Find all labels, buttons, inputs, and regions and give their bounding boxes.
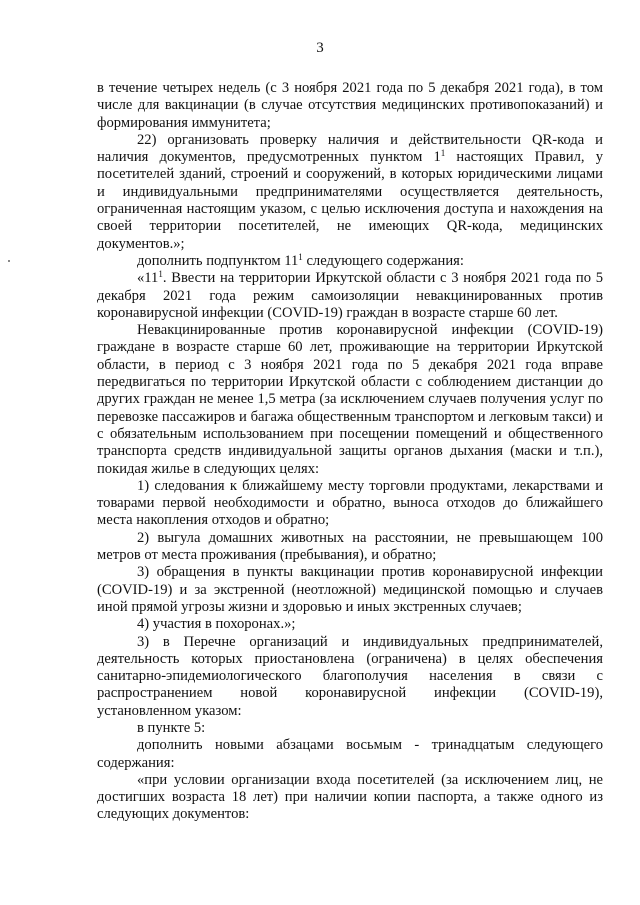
- paragraph-item-3: 3) обращения в пункты вакцинации против коронавирусной инфекции (COVID-19) и за экстренной (неотложной) медицинской помощью и случаев иной прямой угрозы жизни и здоровью и иных экстренных случаев;: [97, 564, 603, 615]
- qr-check-text-start: 22) организовать проверку наличия и действительности QR-кода и наличия документов, предусмотренных пунктом 1: [97, 131, 603, 166]
- self-isolation-text-start: «11: [137, 270, 159, 287]
- document-body: [97, 80, 603, 824]
- paragraph-add-paragraphs: дополнить новыми абзацами восьмым - тринадцатым следующего содержания:: [97, 737, 603, 771]
- superscript: 1: [298, 251, 303, 262]
- margin-mark: [8, 260, 10, 262]
- paragraph-item-2: 2) выгула домашних животных на расстоянии, не превышающем 100 метров от места проживания (пребывания), и обратно;: [97, 529, 603, 564]
- paragraph-item-1: 1) следования к ближайшему месту торговли продуктами, лекарствами и товарами первой необходимости и обратно, выноса отходов до ближайшего места накопления отходов и обратно;: [97, 477, 603, 529]
- paragraph-list-organizations: 3) в Перечне организаций и индивидуальных предпринимателей, деятельность которых приостановлена (ограничена) в целях обеспечения санитарно-эпидемиологического благополучия населения в связи с распространением новой коронавирусной инфекции (COVID-19), установленном указом:: [97, 633, 603, 719]
- paragraph-unvaccinated-citizens: Невакцинированные против коронавирусной инфекции (COVID-19) граждане в возрасте старше 60 лет, проживающие на территории Иркутской области, в период с 3 ноября 2021 года по 5 декабря 2021 года вправе передвигаться по территории Иркутской области с соблюдением дистанции до других граждан не менее 1,5 метра (за исключением случаев получения услуг по перевозке пассажиров и багажа общественным транспортом и легковым такси) и с обязательным использованием при посещении помещений и общественного транспорта средств индивидуальной защиты органов дыхания (маски и т.п.), покидая жилье в следующих целях:: [97, 322, 603, 477]
- paragraph-item-4: 4) участия в похоронах.»;: [137, 616, 296, 633]
- add-subpoint-text-end: следующего содержания:: [302, 252, 464, 269]
- qr-check-text-end: настоящих Правил, у посетителей зданий, строений и сооружений, в которых юридическими лицами и индивидуальными предпринимателями осуществляется деятельность, ограниченная настоящим указом, с целью исключения доступа и нахождения на своей территории посетителей, не имеющих QR-кода, медицинских документов.»;: [97, 149, 603, 252]
- paragraph-point-5: в пункте 5:: [137, 719, 206, 736]
- paragraph-vaccination-period: в течение четырех недель (с 3 ноября 2021 года по 5 декабря 2021 года), в том числе для вакцинации (в случае отсутствия медицинских противопоказаний) и формирования иммунитета;: [97, 80, 603, 131]
- page-number: 3: [316, 40, 324, 56]
- paragraph-self-isolation: [97, 270, 603, 322]
- superscript: 1: [158, 269, 163, 280]
- paragraph-add-subpoint: [97, 253, 603, 270]
- add-subpoint-text-start: дополнить подпунктом 11: [137, 252, 299, 269]
- paragraph-entry-conditions: «при условии организации входа посетителей (за исключением лиц, не достигших возраста 18 лет) при наличии копии паспорта, а также одного из следующих документов:: [97, 771, 603, 823]
- paragraph-qr-check: [97, 132, 603, 253]
- superscript: 1: [440, 148, 446, 159]
- self-isolation-text-end: . Ввести на территории Иркутской области с 3 ноября 2021 года по 5 декабря 2021 года режим самоизоляции невакцинированных против коронавирусной инфекции (COVID-19) граждан в возрасте старше 60 лет.: [97, 270, 603, 321]
